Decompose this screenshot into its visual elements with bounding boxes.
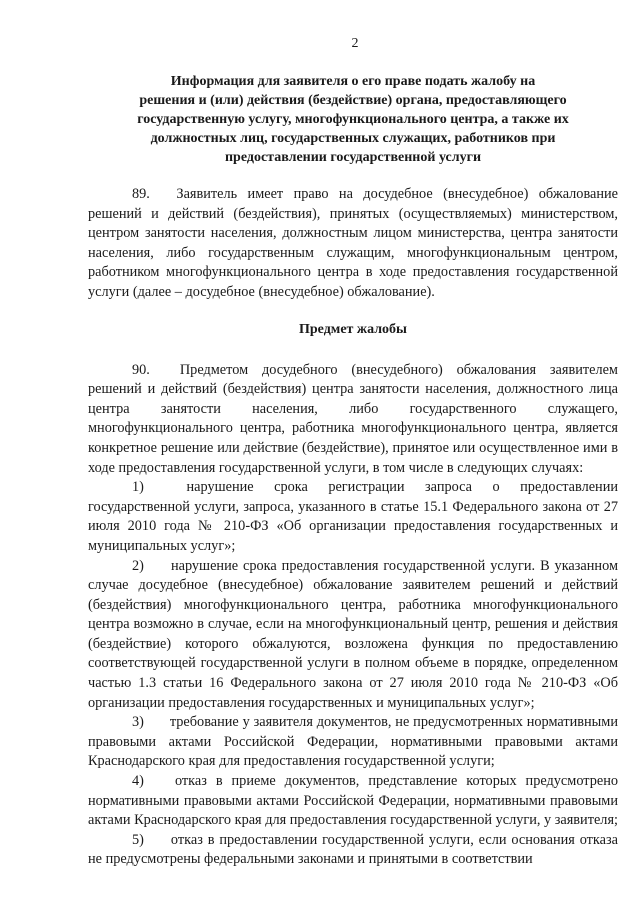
list-item-text: требование у заявителя документов, не предусмотренных нормативными правовыми актами Российской Федерации, нормативными правовыми актами Краснодарского края для предоставления государственной услуги;	[88, 714, 618, 770]
paragraph-text: Заявитель имеет право на досудебное (внесудебное) обжалование решений и действий (бездействия), принятых (осуществляемых) министерством, центром занятости населения, должностным лицом министерства, центра занятости населения, либо государственным служащим, многофункциональным центром, работником многофункционального центра в ходе предоставления государственной услуги (далее – досудебное (внесудебное) обжалование).	[88, 186, 619, 300]
paragraph-number: 89.	[132, 186, 150, 202]
paragraph-number: 90.	[132, 361, 150, 378]
section-heading: Предмет жалобы	[299, 321, 407, 337]
list-item-text: нарушение срока регистрации запроса о предоставлении государственной услуги, запроса, указанного в статье 15.1 Федерального закона от 27 июля 2010 года № 210-ФЗ «Об организации предоставления государственных и муниципальных услуг»;	[88, 479, 618, 554]
list-item-text: отказ в приеме документов, представление которых предусмотрено нормативными правовыми актами Российской Федерации, нормативными правовыми актами Краснодарского края для предоставления государственной услуги, у заявителя;	[88, 773, 618, 829]
list-item-number: 4)	[132, 773, 144, 790]
list-item-text: отказ в предоставлении государственной услуги, если основания отказа не предусмотрены федеральными законами и принятыми в соответствии	[88, 831, 618, 868]
title-line: предоставлении государственной услуги	[224, 150, 482, 165]
paragraph-89	[88, 185, 618, 303]
list-item	[88, 557, 618, 714]
paragraph-90	[88, 361, 618, 479]
list-item-number: 5)	[132, 831, 144, 848]
title-line: должностных лиц, государственных служащих, работников при	[150, 131, 556, 146]
list-item	[88, 772, 618, 831]
list-item	[88, 478, 618, 556]
paragraph-text: Предметом досудебного (внесудебного) обжалования заявителем решений и действий (бездействия) центра занятости населения, должностного лица центра занятости населения, либо государственного служащего, многофункционального центра, работника многофункционального центра, является конкретное решение или действие (бездействие), принятое или осуществленное ими в ходе предоставления государственной услуги, в том числе в следующих случаях:	[88, 361, 618, 476]
document-title	[88, 72, 618, 167]
title-line: Информация для заявителя о его праве подать жалобу на	[170, 74, 536, 89]
title-line: решения и (или) действия (бездействие) органа, предоставляющего	[139, 93, 567, 108]
list-item	[88, 713, 618, 772]
page-number: 2	[351, 36, 359, 51]
list-item-text: нарушение срока предоставления государственной услуги. В указанном случае досудебное (внесудебное) обжалование заявителем решений и действий (бездействия) многофункционального центра, работника многофункционального центра возможно в случае, если на многофункциональный центр, решения и действия (бездействие) которого обжалуются, возложена функция по предоставлению соответствующей государственной услуги в полном объеме в порядке, определенном частью 1.3 статьи 16 Федерального закона от 27 июля 2010 года № 210-ФЗ «Об организации предоставления государственных и муниципальных услуг»;	[88, 557, 618, 711]
list-item-number: 1)	[132, 479, 144, 496]
list-item-number: 3)	[132, 714, 144, 731]
list-item	[88, 831, 618, 870]
title-line: государственную услугу, многофункционального центра, а также их	[137, 112, 569, 127]
list-item-number: 2)	[132, 557, 144, 574]
